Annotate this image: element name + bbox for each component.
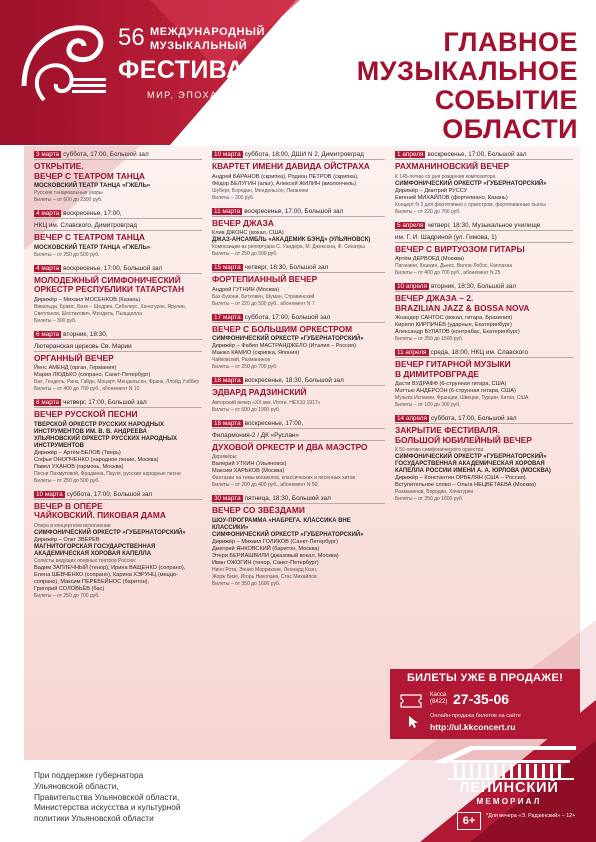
festival-logo (14, 12, 284, 116)
event-title: ВЕЧЕР В ОПЕРЕ ЧАЙКОВСКИЙ. ПИКОВАЯ ДАМА (34, 500, 166, 520)
event-detail: ДЖАЗ-АНСАМБЛЬ «АКАДЕМИК БЭНД» (УЛЬЯНОВСК) (212, 237, 371, 243)
event-date-badge: 11 апреля (397, 349, 427, 356)
event-detail: Софья ОНОПЧЕНКО (народное пение, Москва) (34, 456, 159, 463)
event-detail: Бах-Бузони, Бетховен, Шуман, Стравинский (212, 293, 315, 300)
event-detail: Евгений МИХАЙЛОВ (фортепиано, Казань) (395, 194, 508, 201)
event-date-line (212, 419, 385, 429)
event-date-line (212, 263, 385, 273)
event-detail: Валерий УТКИН (Ульяновск) (212, 461, 287, 467)
event-detail: СИМФОНИЧЕСКИЙ ОРКЕСТР «ГУБЕРНАТОРСКИЙ» (395, 454, 547, 460)
event-detail: МОСКОВСКИЙ ТЕАТР ТАНЦА «ГЖЕЛЬ» (34, 244, 151, 251)
event-entry (34, 150, 202, 204)
event-date-line (395, 414, 573, 424)
event-detail: Фантазии на темы мюзиклов, классических и песенных хитов (212, 475, 356, 481)
ticket-price: Билеты – от 250 до 700 руб. (212, 364, 278, 370)
event-detail: СИМФОНИЧЕСКИЙ ОРКЕСТР «ГУБЕРНАТОРСКИЙ» (212, 531, 364, 538)
event-detail: Дирижёр – Фабио МАСТРАНДЖЕЛО (Италия – Россия) (212, 343, 356, 349)
event-title: ФОРТЕПИАННЫЙ ВЕЧЕР (212, 274, 318, 284)
event-title: ВЕЧЕР РУССКОЙ ПЕСНИ (34, 409, 138, 419)
event-date-badge: 18 марта (214, 377, 241, 384)
event-entry (395, 348, 573, 409)
event-entry (34, 490, 202, 600)
festival-number: 56 (118, 24, 145, 51)
event-date-badge: 5 апреля (397, 221, 424, 229)
event-detail: Дирижёр – Артём БЕЛОВ (Тверь) (34, 449, 121, 456)
event-entry (212, 150, 385, 202)
event-title: ВЕЧЕР С БОЛЬШИМ ОРКЕСТРОМ (212, 323, 353, 334)
event-date-line (395, 150, 573, 160)
event-entry (212, 494, 385, 588)
event-date-line (212, 376, 385, 386)
cursor-icon (408, 715, 420, 729)
ticket-price: Билеты – от 250 до 700 руб. (34, 592, 100, 599)
event-entry (34, 398, 202, 485)
ticket-price: Билеты – 300 руб. (34, 317, 77, 324)
event-detail: Елена ШЕВЧЕНКО (сопрано), Карина ХЭРУНЦ (меццо-сопрано), Максим ПЕРЕБЕЙНОС (баритон), (34, 571, 179, 585)
event-detail: Бах, Гендель, Ринк, Гайдн, Моцарт, Мендельсон, Франк, Ллойд Уэббер (34, 379, 200, 385)
event-date-line (34, 209, 202, 219)
event-title: ЭДВАРД РАДЗИНСКИЙ (212, 387, 307, 397)
ticket-price: Билеты – от 100 до 300 руб. (395, 402, 461, 408)
promo-online-label: Онлайн-продажа билетов на сайте (430, 713, 521, 719)
event-entry (212, 313, 385, 372)
event-date-badge: 10 апреля (397, 283, 427, 290)
event-detail: Вадим ЗАПЛЕЧНЫЙ (тенор), Ирина ВАЩЕНКО (сопрано), (34, 564, 186, 571)
ticket-price: Билеты – 300 руб. (212, 194, 255, 201)
ticket-price: Билеты – от 220 до 500 руб., абонемент N 7 (212, 300, 315, 307)
event-title: ДУХОВОЙ ОРКЕСТР И ДВА МАЭСТРО (212, 441, 368, 452)
event-detail: Опера в концертном исполнении (34, 522, 111, 529)
ticket-icon (400, 694, 422, 708)
event-detail: Вивальди, Брамс, Бизе – Щедрин, Сибелиус, Хачатурян, Ярулин, Светланов, Шостакович, Мендель, Пьяццолла (34, 303, 187, 317)
event-date-badge: 17 марта (214, 313, 241, 321)
ticket-price: Билеты – от 350 до 1600 руб. (212, 580, 281, 587)
program-column-3 (395, 150, 573, 508)
event-detail: ГОСУДАРСТВЕННАЯ АКАДЕМИЧЕСКАЯ ХОРОВАЯ КАПЕЛЛА РОССИИ ИМЕНИ А. А. ЮРЛОВА (МОСКВА) (395, 461, 551, 474)
festival-title-line3: ФЕСТИВАЛЬ (118, 56, 281, 84)
promo-kassa-label: Касса (430, 692, 447, 698)
event-entry (395, 150, 573, 216)
event-title: ВЕЧЕР ДЖАЗА (212, 217, 274, 228)
event-date-line (34, 264, 202, 274)
event-date-line (395, 282, 573, 292)
ticket-price: Билеты – от 600 до 2300 руб. (34, 197, 103, 203)
event-date-badge: 14 апреля (397, 415, 427, 422)
event-detail: Мэттью АНДЕРСОН (6-струнная гитара, США) (395, 388, 516, 394)
ticket-price: Билеты – от 600 до 1900 руб. (212, 406, 281, 413)
promo-phone[interactable]: 27-35-06 (453, 691, 510, 707)
event-time-venue: суббота, 17:00, Большой зал (66, 490, 153, 498)
event-date-line (212, 207, 385, 217)
venue-subtitle: МЕМОРИАЛ (476, 797, 542, 806)
event-title: ВЕЧЕР ДЖАЗА – 2. BRAZILIAN JAZZ & BOSSA NOVA (395, 293, 530, 313)
event-detail: Дирижёр – Михаил МОСЕНКОВ (Казань) (34, 296, 141, 303)
event-date-badge: 10 марта (36, 490, 63, 498)
event-detail: Кирилл КИРПИЧЁВ (ударные, Екатеринбург) (395, 322, 512, 328)
event-detail: ТВЕРСКОЙ ОРКЕСТР РУССКИХ НАРОДНЫХ ИНСТРУМЕНТОВ ИМ. В. В. АНДРЕЕВА (34, 421, 164, 435)
event-detail: СИМФОНИЧЕСКИЙ ОРКЕСТР «ГУБЕРНАТОРСКИЙ» (395, 180, 547, 187)
event-time-venue: вторник, 18:30, (63, 330, 108, 338)
event-detail: Маюко КАМИО (скрипка, Япония) (212, 350, 300, 356)
event-entry (212, 419, 385, 490)
event-detail: Андрей БАРАНОВ (скрипка), Родион ПЕТРОВ (скрипка), (212, 173, 359, 180)
event-date-line (212, 150, 385, 160)
event-detail: Иван ОЖОГИН (тенор, Санкт-Петербург) (212, 559, 319, 566)
ticket-promo-box (390, 669, 580, 739)
event-title: ВЕЧЕР СО ЗВЁЗДАМИ (212, 505, 305, 515)
support-line: При поддержке губернатора (34, 770, 144, 780)
event-date-badge: 8 марта (36, 399, 60, 406)
event-detail: Клив ДЖОНС (вокал, США) (212, 230, 284, 236)
event-entry (34, 330, 202, 394)
event-time-venue: воскресенье, 18:30, Большой зал (244, 377, 344, 384)
program-column-2 (212, 150, 385, 593)
event-detail: Концерт N 3 для фортепиано с оркестром, фортепианные пьесы (395, 201, 546, 208)
event-detail: Авторский вечер «XX век. Итоги. НЕХ10 1917» (212, 399, 321, 406)
lenin-memorial-building-icon (430, 742, 580, 782)
support-line: Министерства искусства и культурной (34, 802, 181, 813)
event-detail: Жорж Бизе, Игорь Николаев, Стас Михайлов (212, 573, 317, 580)
event-entry (34, 209, 202, 259)
event-detail: Солисты ведущих оперных театров России: (34, 557, 136, 564)
headline-line3: СОБЫТИЕ ОБЛАСТИ (434, 85, 578, 144)
event-title: ЗАКРЫТИЕ ФЕСТИВАЛЯ. БОЛЬШОЙ ЮБИЛЕЙНЫЙ ВЕЧЕР (395, 425, 532, 445)
event-time-venue: пятница, 18:30, Большой зал (244, 495, 331, 502)
event-detail: Фёдор БЕЛУГИН (альт), Алексей ЖИЛИН (виолончель) (212, 180, 356, 187)
page-headline (300, 28, 578, 144)
event-time-venue: воскресенье, 17:00, Большой зал (244, 207, 344, 215)
event-date-badge: 4 марта (36, 264, 60, 272)
event-venue-line: Филармония-2 / ДК «Руслан» (212, 431, 385, 441)
event-date-badge: 10 марта (214, 151, 241, 158)
event-time-venue: суббота, 17:00, Большой зал (244, 313, 331, 321)
venue-name: ЛЕНИНСКИЙ (459, 780, 559, 796)
event-detail: Дирижёр – Михаил ГОЛИКОВ (Санкт-Петербург) (212, 538, 339, 545)
event-time-venue: суббота, 18:00, ДШИ N 2, Димитровград (244, 151, 364, 158)
ticket-price: Билеты – от 250 до 500 руб. (34, 477, 100, 484)
event-date-line (34, 398, 202, 408)
support-text (34, 770, 264, 824)
ticket-price: Билеты – от 250 до 500 руб. (212, 251, 278, 257)
promo-heading: БИЛЕТЫ УЖЕ В ПРОДАЖЕ! (406, 672, 564, 684)
event-detail: Дирижёр – Олег ЗВЕРЕВ (34, 536, 100, 543)
event-title: ВЕЧЕР С ВИРТУОЗОМ ГИТАРЫ (395, 243, 525, 254)
promo-url-link[interactable]: http://ul.kkconcert.ru (430, 722, 516, 732)
event-time-venue: четверг, 17:00, Большой зал (63, 399, 147, 406)
event-title: МОЛОДЕЖНЫЙ СИМФОНИЧЕСКИЙ ОРКЕСТР РЕСПУБЛИКИ ТАТАРСТАН (34, 274, 185, 294)
event-venue-line: им. Г. И. Шадриной (ул. Гимова, 1) (395, 233, 573, 243)
support-line: Правительства Ульяновской области, (34, 791, 180, 802)
event-date-badge: 4 марта (36, 210, 60, 217)
event-detail: Максим ХАРЬКОВ (Москва) (212, 468, 285, 474)
event-date-line (34, 330, 202, 340)
support-line: политики Ульяновской области (34, 813, 154, 824)
event-date-badge: 11 марта (214, 207, 241, 215)
program-column-1 (34, 150, 202, 605)
event-time-venue: суббота, 17:00, Большой зал (63, 151, 149, 158)
ticket-price: Билеты – от 250 до 500 руб. (34, 251, 100, 258)
event-detail: Артём ДЕРВОЕД (Москва) (395, 256, 464, 262)
event-detail: Русские танцевальные узоры (34, 190, 103, 196)
event-time-venue: воскресенье, 17:00, Большой зал (427, 151, 527, 158)
event-detail: УЛЬЯНОВСКИЙ ОРКЕСТР РУССКИХ НАРОДНЫХ ИНСТРУМЕНТОВ (34, 435, 177, 449)
event-detail: Паганини, Кошкин, Дьенс, Вилла-Лобос, Каплахан (395, 263, 513, 269)
event-venue-line: НКЦ им. Славского, Димитровград (34, 221, 202, 231)
event-detail: МОСКОВСКИЙ ТЕАТР ТАНЦА «ГЖЕЛЬ» (34, 183, 151, 189)
promo-area-code: (8422) (430, 699, 448, 705)
event-detail: К 50-летию симфонического оркестра (395, 447, 484, 453)
event-title: ОТКРЫТИЕ. ВЕЧЕР С ТЕАТРОМ ТАНЦА (34, 161, 145, 181)
event-time-venue: суббота, 17:00, Большой зал (430, 415, 517, 422)
event-time-venue: воскресенье, 17:00, (244, 419, 304, 427)
event-detail: Дмитрий ЯНКОВСКИЙ (баритон, Москва) (212, 545, 320, 552)
event-date-badge: 30 марта (214, 495, 241, 502)
event-detail: Нино Рота, Эннио Морриконе, Леонард Коэн, (212, 566, 318, 573)
event-detail: Музыка Испании, Франции, Швеции, Турции, Китая, США (395, 395, 529, 401)
event-detail: Дасти ВУДРАФФ (6-струнная гитара, США) (395, 381, 507, 387)
event-detail: Рахманинов, Бородин, Хачатурян (395, 489, 474, 495)
event-entry (395, 414, 573, 503)
event-title: РАХМАНИНОВСКИЙ ВЕЧЕР (395, 161, 510, 171)
festival-title-line1: МЕЖДУНАРОДНЫЙ (150, 26, 266, 38)
event-detail: Шуберт, Бородин, Мендельсон, Паганини (212, 187, 309, 194)
event-detail: Павел УХАНОВ (гармонь, Москва) (34, 463, 124, 470)
event-time-venue: вторник, 18:30, Большой зал (430, 283, 517, 290)
ticket-price: Билеты – от 400 до 700 руб., абонемент N 25 (395, 270, 501, 276)
ticket-price: Билеты – от 350 до 1500 руб. (395, 336, 464, 342)
event-detail: Дирижёр – Дмитрий РУССУ (395, 187, 468, 194)
headline-line1: ГЛАВНОЕ (443, 27, 578, 57)
event-date-line (395, 221, 573, 231)
event-entry (395, 221, 573, 278)
event-title: ОРГАННЫЙ ВЕЧЕР (34, 352, 114, 363)
event-date-line (34, 150, 202, 160)
event-date-badge: 1 апреля (397, 151, 424, 158)
event-detail: Александр БУЛАТОВ (контрабас, Екатеринбург) (395, 329, 520, 335)
event-time-venue: среда, 18:00, НКЦ им. Славского (430, 349, 528, 356)
event-time-venue: воскресенье, 17:00, Большой зал (63, 264, 163, 272)
festival-tagline: МИР, ЭПОХА, ИМЕНА... (147, 90, 279, 100)
ticket-price: Билеты – от 220 до 700 руб. (395, 208, 461, 215)
event-venue-line: Лютеранская церковь Св. Марии (34, 342, 202, 352)
event-title: ВЕЧЕР С ТЕАТРОМ ТАНЦА (34, 232, 145, 242)
ticket-price: Билеты – от 200 до 400 руб., абонемент N 50 (212, 482, 318, 488)
event-title: ВЕЧЕР ГИТАРНОЙ МУЗЫКИ В ДИМИТРОВГРАДЕ (395, 359, 511, 379)
event-date-badge: 18 марта (214, 419, 241, 427)
event-detail: СИМФОНИЧЕСКИЙ ОРКЕСТР «ГУБЕРНАТОРСКИЙ» (34, 529, 186, 536)
event-detail: Григорий СОЛОВЬЁВ (бас) (34, 585, 105, 592)
event-time-venue: четверг, 18:30, Музыкальное училище (427, 221, 541, 229)
event-detail: Мария ЛЮДЬКО (сопрано, Санкт-Петербург) (34, 372, 151, 378)
event-entry (212, 263, 385, 308)
event-detail: Жоандер САНТОС (вокал, гитара, Бразилия) (395, 315, 513, 321)
event-date-line (212, 313, 385, 323)
event-detail: Песни Пахмутовой, Фрадкина, Пауля, русские народные песни (34, 470, 181, 477)
event-date-line (212, 494, 385, 504)
event-time-venue: воскресенье, 17:00, (63, 210, 122, 217)
event-detail: Композиции из репертуара С. Уандера, М. Джексона, Ф. Синатры (212, 244, 365, 250)
event-detail: Дирижёр – Константин ОРБЕЛЯН (США – Россия) (395, 475, 526, 481)
festival-title-line2: МУЗЫКАЛЬНЫЙ (150, 40, 248, 52)
event-date-badge: 6 марта (36, 330, 60, 338)
event-date-line (34, 490, 202, 500)
event-entry (395, 282, 573, 343)
event-detail: Андрей ГУГНИН (Москва) (212, 286, 280, 293)
event-detail: Чайковский, Рахманинов (212, 357, 271, 363)
event-date-badge: 3 марта (36, 151, 60, 158)
event-detail: Этери БЕРИАШВИЛИ (джазовый вокал, Москва) (212, 552, 339, 559)
event-entry (34, 264, 202, 325)
event-detail: СИМФОНИЧЕСКИЙ ОРКЕСТР «ГУБЕРНАТОРСКИЙ» (212, 336, 364, 342)
event-title: КВАРТЕТ ИМЕНИ ДАВИДА ОЙСТРАХА (212, 161, 370, 171)
support-line: Ульяновской области, (34, 780, 119, 791)
ticket-price: Билеты – от 400 до 700 руб., абонемент N 10 (34, 386, 140, 392)
event-detail: К 145-летию со дня рождения композитора (395, 173, 496, 180)
event-date-line (395, 348, 573, 358)
headline-line2: МУЗЫКАЛЬНОЕ (356, 56, 578, 86)
event-entry (212, 207, 385, 259)
event-detail: ШОУ-ПРОГРАММА «НАБРЕГА. КЛАССИКА ВНЕ КЛАССИКИ» (212, 517, 351, 531)
age-rating-badge: 6+ (457, 812, 481, 830)
event-detail: МАГНИТОГОРСКАЯ ГОСУДАРСТВЕННАЯ АКАДЕМИЧЕСКАЯ ХОРОВАЯ КАПЕЛЛА (34, 543, 156, 557)
ticket-price: Билеты – от 350 до 1600 руб. (395, 496, 464, 502)
event-detail: Дирижёры: (212, 454, 238, 460)
event-detail: Вступительное слово – Ольга НЕЦВЕТАЕВА (Москва) (395, 482, 536, 488)
event-date-badge: 15 марта (214, 264, 241, 271)
event-entry (212, 376, 385, 414)
treble-clef-logo-icon (14, 16, 112, 106)
age-rating-note: *Для вечера «Э. Радзинский» – 12+ (486, 813, 576, 819)
event-time-venue: четверг, 18:30, Большой зал (244, 264, 329, 271)
event-detail: Йенс АМЕНД (орган, Германия) (34, 365, 117, 371)
